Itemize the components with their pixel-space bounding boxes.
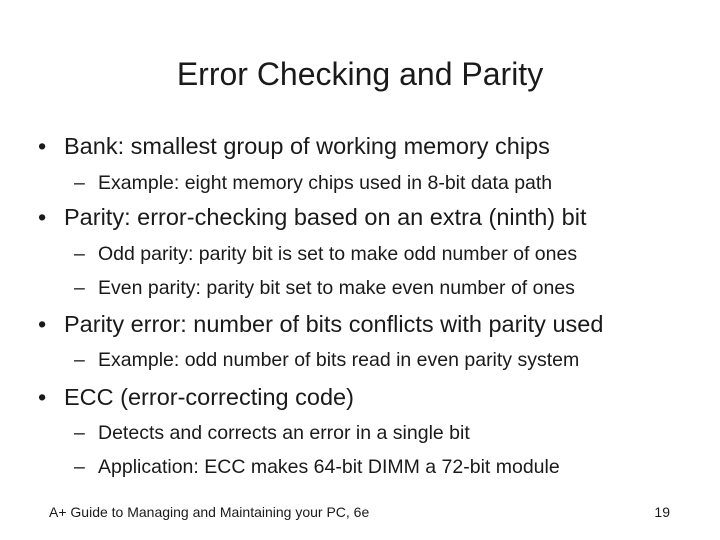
sub-bullet-marker: – xyxy=(74,456,85,478)
sub-bullet-text: Example: odd number of bits read in even parity system xyxy=(98,349,580,371)
bullet-text: Parity: error-checking based on an extra (ninth) bit xyxy=(64,204,587,230)
bullet-text: Bank: smallest group of working memory chips xyxy=(64,133,550,159)
slide-title: Error Checking and Parity xyxy=(176,56,544,92)
sub-bullet-item xyxy=(74,276,575,300)
bullet-item xyxy=(38,132,550,160)
bullet-marker: • xyxy=(38,133,47,159)
bullet-text: Parity error: number of bits conflicts with parity used xyxy=(64,311,604,337)
sub-bullet-marker: – xyxy=(74,277,85,299)
bullet-text: ECC (error-correcting code) xyxy=(64,384,354,410)
sub-bullet-text: Odd parity: parity bit is set to make odd number of ones xyxy=(98,243,578,265)
bullet-marker: • xyxy=(38,311,47,337)
bullet-marker: • xyxy=(38,384,47,410)
page-number: 19 xyxy=(654,504,670,520)
sub-bullet-marker: – xyxy=(74,243,85,265)
sub-bullet-item xyxy=(74,242,577,266)
sub-bullet-marker: – xyxy=(74,422,85,444)
sub-bullet-text: Application: ECC makes 64-bit DIMM a 72-bit module xyxy=(98,456,560,478)
sub-bullet-text: Example: eight memory chips used in 8-bit data path xyxy=(98,172,553,194)
sub-bullet-text: Even parity: parity bit set to make even number of ones xyxy=(98,277,575,299)
bullet-item xyxy=(38,203,586,231)
sub-bullet-item xyxy=(74,348,579,372)
sub-bullet-marker: – xyxy=(74,349,85,371)
sub-bullet-item xyxy=(74,455,560,479)
bullet-item xyxy=(38,383,354,411)
sub-bullet-item xyxy=(74,421,470,445)
footer-source: A+ Guide to Managing and Maintaining your PC, 6e xyxy=(49,504,370,520)
bullet-item xyxy=(38,310,603,338)
sub-bullet-marker: – xyxy=(74,172,85,194)
sub-bullet-item xyxy=(74,171,552,195)
sub-bullet-text: Detects and corrects an error in a single bit xyxy=(98,422,470,444)
bullet-marker: • xyxy=(38,204,47,230)
